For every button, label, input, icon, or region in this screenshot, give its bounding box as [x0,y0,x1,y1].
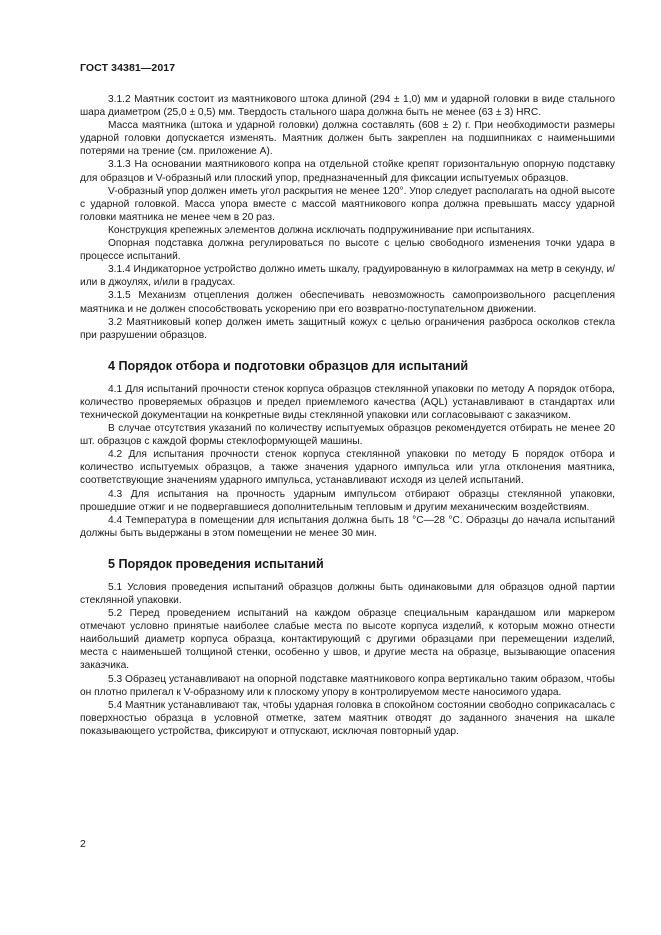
page-number: 2 [80,838,86,850]
paragraph-v-stop: V-образный упор должен иметь угол раскрытия не менее 120°. Упор следует располагать на одной высоте с ударной головкой. Масса упора вместе с массой маятникового копра должна превышать массу ударной головки маятника не менее чем в 20 раз. [80,185,615,223]
paragraph-4-1: 4.1 Для испытаний прочности стенок корпуса образцов стеклянной упаковки по методу А порядок отбора, количество проверяемых образцов и предел приемлемого качества (AQL) устанавливают в стандартах или технической документации на конкретные виды стеклянной упаковки или согласовывают с заказчиком. [80,383,615,421]
paragraph-5-3: 5.3 Образец устанавливают на опорной подставке маятникового копра вертикально таким образом, чтобы он плотно прилегал к V-образному или к плоскому упору в контролируемом месте наносимого удара. [80,673,615,698]
paragraph-3-1-5: 3.1.5 Механизм отцепления должен обеспечивать невозможность самопроизвольного расцепления маятника и не должен способствовать ускорению при его возвратно-поступательном движении. [80,290,615,315]
paragraph-fasteners: Конструкция крепежных элементов должна исключать подпружинивание при испытаниях. [108,224,535,236]
clause-3-block [80,93,615,342]
paragraph-4-4: 4.4 Температура в помещении для испытания должна быть 18 °C—28 °C. Образцы до начала испытаний должны быть выдержаны в этом помещении не менее 30 мин. [80,514,615,539]
paragraph-pendulum-mass: Масса маятника (штока и ударной головки) должна составлять (608 ± 2) г. При необходимости размеры ударной головки допускается изменять. Маятник должен быть закреплен на подшипниках с наименьшими потерями на трение (см. приложение А). [80,120,615,158]
paragraph-4-1-note: В случае отсутствия указаний по количеству испытуемых образцов рекомендуется отбирать не менее 20 шт. образцов с каждой формы стеклоформующей машины. [80,423,615,448]
paragraph-4-3: 4.3 Для испытания на прочность ударным импульсом отбирают образцы стеклянной упаковки, прошедшие отжиг и не подвергавшиеся дополнительным тепловым и другим механическим воздействиям. [80,488,615,513]
section-5-heading: 5 Порядок проведения испытаний [108,556,324,571]
paragraph-4-2: 4.2 Для испытания прочности стенок корпуса стеклянной упаковки по методу Б порядок отбора и количество испытуемых образцов, а также значения ударного импульса или угла отклонения маятника, соответствующие значениям ударного импульса, устанавливают исходя из целей испытаний. [80,449,615,487]
paragraph-3-1-4: 3.1.4 Индикаторное устройство должно иметь шкалу, градуированную в килограммах на метр в секунду, и/или в джоулях, и/или в градусах. [80,264,615,289]
paragraph-3-2: 3.2 Маятниковый копер должен иметь защитный кожух с целью ограничения разброса осколков стекла при разрушении образцов. [80,316,615,341]
section-4-body [80,383,615,540]
paragraph-3-1-3: 3.1.3 На основании маятникового копра на отдельной стойке крепят горизонтальную опорную подставку для образцов и V-образный или плоский упор, предназначенный для фиксации испытуемых образцов. [80,159,615,184]
document-header: ГОСТ 34381—2017 [80,62,176,74]
paragraph-support-stand: Опорная подставка должна регулироваться по высоте с целью свободного изменения точки удара в процессе испытаний. [80,238,615,263]
paragraph-3-1-2: 3.1.2 Маятник состоит из маятникового штока длиной (294 ± 1,0) мм и ударной головки в виде стального шара диаметром (25,0 ± 0,5) мм. Твердость стального шара должна быть не менее (63 ± 3) HRC. [80,94,615,119]
paragraph-5-2: 5.2 Перед проведением испытаний на каждом образце специальным карандашом или маркером отмечают условно принятые наиболее слабые места по высоте корпуса изделий, к которым можно отнести наибольший диаметр корпуса образца, контактирующий с другими образцами при перемещении изделий, места с наименьшей толщиной стенки, особенно у швов, и другие места на образце, вызывающие опасения заказчика. [80,608,615,672]
section-5-body [80,581,615,738]
paragraph-5-4: 5.4 Маятник устанавливают так, чтобы ударная головка в спокойном состоянии свободно соприкасалась с поверхностью образца в условной отметке, затем маятник отводят до заданного значения на шкале показывающего устройства, фиксируют и отпускают, исключая повторный удар. [80,699,615,737]
paragraph-5-1: 5.1 Условия проведения испытаний образцов должны быть одинаковыми для образцов одной партии стеклянной упаковки. [80,581,615,606]
section-4-heading: 4 Порядок отбора и подготовки образцов для испытаний [108,358,469,373]
